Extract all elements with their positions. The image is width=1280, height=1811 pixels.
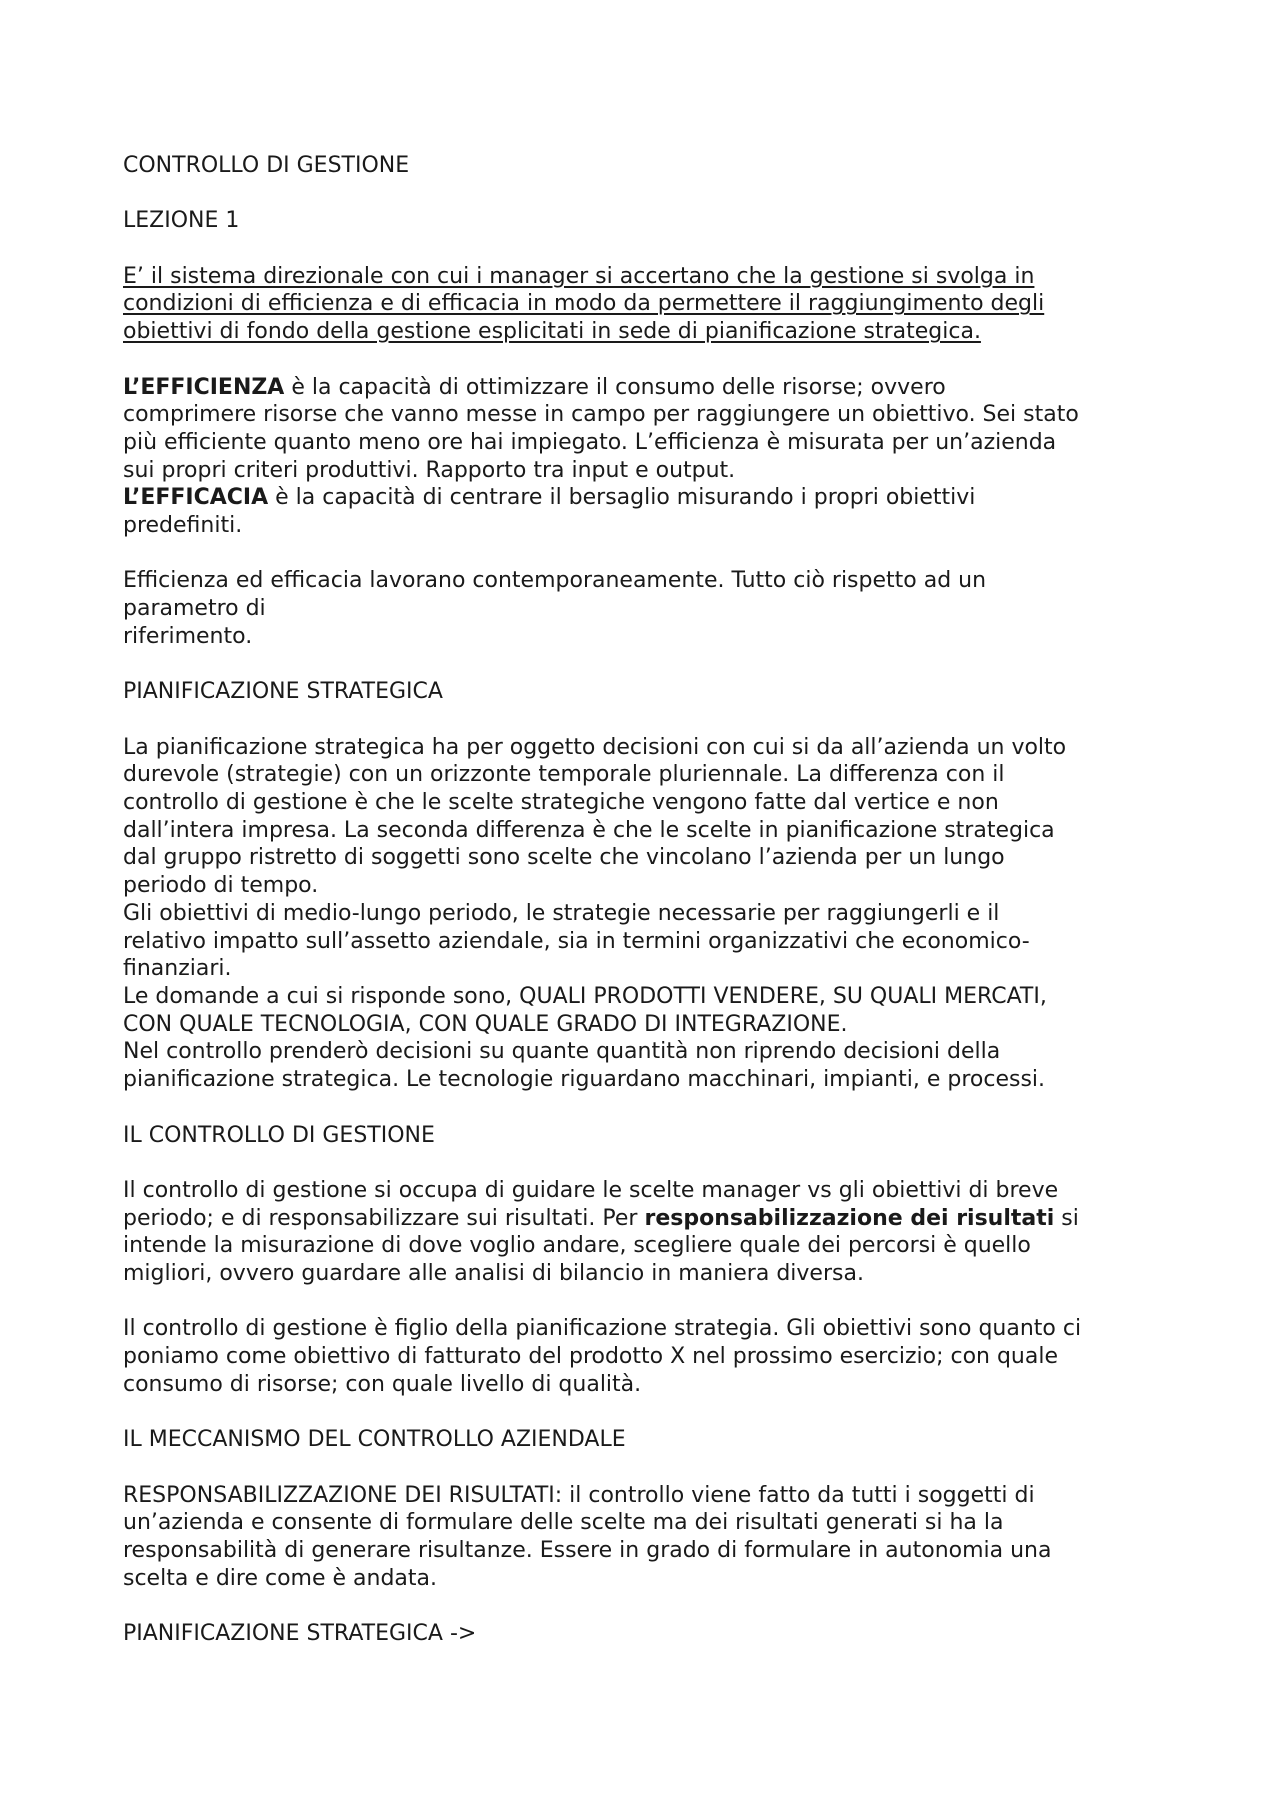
pianificazione-line: Le domande a cui si risponde sono, QUALI PRODOTTI VENDERE, SU QUALI MERCATI, xyxy=(123,984,1047,1009)
section-heading-final: PIANIFICAZIONE STRATEGICA -> xyxy=(123,1621,477,1647)
efficacia-line: predefiniti. xyxy=(123,513,243,539)
efficienza-line: sui propri criteri produttivi. Rapporto tra input e output. xyxy=(123,457,736,483)
responsabilizzazione-line: RESPONSABILIZZAZIONE DEI RISULTATI: il controllo viene fatto da tutti i soggetti di xyxy=(123,1482,1035,1508)
definition-paragraph xyxy=(123,263,1173,346)
figlio-line: consumo di risorse; con quale livello di qualità. xyxy=(123,1371,642,1397)
pianificazione-line: Nel controllo prenderò decisioni su quante quantità non riprendo decisioni della xyxy=(123,1039,1001,1065)
combined-line: Efficienza ed efficacia lavorano contemporaneamente. Tutto ciò rispetto ad un xyxy=(123,568,987,594)
definition-line: E’ il sistema direzionale con cui i manager si accertano che la gestione si svolga in xyxy=(123,263,1035,289)
pianificazione-line: relativo impatto sull’assetto aziendale, sia in termini organizzativi che economico- xyxy=(123,928,1030,954)
pianificazione-line: dall’intera impresa. La seconda differenza è che le scelte in pianificazione strategica xyxy=(123,817,1055,843)
pianificazione-line: controllo di gestione è che le scelte strategiche vengono fatte dal vertice e non xyxy=(123,790,999,816)
pianificazione-line: Gli obiettivi di medio-lungo periodo, le strategie necessarie per raggiungerli e il xyxy=(123,900,1000,926)
controllo-bold-term: responsabilizzazione dei risultati xyxy=(644,1205,1055,1231)
efficienza-line: più efficiente quanto meno ore hai impiegato. L’efficienza è misurata per un’azienda xyxy=(123,429,1057,455)
controllo-line: migliori, ovvero guardare alle analisi di bilancio in maniera diversa. xyxy=(123,1261,864,1286)
lesson-heading: LEZIONE 1 xyxy=(123,208,240,234)
efficacia-line xyxy=(123,484,1173,512)
combined-line: riferimento. xyxy=(123,623,253,649)
pianificazione-paragraph xyxy=(123,734,1173,1094)
responsabilizzazione-line: scelta e dire come è andata. xyxy=(123,1565,438,1591)
figlio-line: poniamo come obiettivo di fatturato del prodotto X nel prossimo esercizio; con quale xyxy=(123,1344,1058,1370)
efficacia-term: L’EFFICACIA xyxy=(123,485,269,511)
efficacia-text: è la capacità di centrare il bersaglio misurando i propri obiettivi xyxy=(268,485,976,511)
controllo-text: periodo; e di responsabilizzare sui risultati. Per xyxy=(123,1205,645,1231)
section-heading-meccanismo: IL MECCANISMO DEL CONTROLLO AZIENDALE xyxy=(123,1427,626,1453)
figlio-line: Il controllo di gestione è figlio della pianificazione strategia. Gli obiettivi sono quanto ci xyxy=(123,1316,1082,1342)
section-heading-pianificazione: PIANIFICAZIONE STRATEGICA xyxy=(123,679,443,705)
controllo-line xyxy=(123,1205,1173,1233)
controllo-line: intende la misurazione di dove voglio andare, scegliere quale dei percorsi è quello xyxy=(123,1233,1031,1259)
pianificazione-line: finanziari. xyxy=(123,956,232,982)
controllo-text: si xyxy=(1054,1205,1079,1231)
combined-line: parametro di xyxy=(123,596,266,622)
document-title: CONTROLLO DI GESTIONE xyxy=(123,153,410,178)
pianificazione-line: durevole (strategie) con un orizzonte temporale pluriennale. La differenza con il xyxy=(123,762,1005,788)
efficacia-paragraph xyxy=(123,484,1173,539)
pianificazione-line: La pianificazione strategica ha per oggetto decisioni con cui si da all’azienda un volto xyxy=(123,734,1067,760)
combined-paragraph xyxy=(123,567,1173,650)
efficienza-text: è la capacità di ottimizzare il consumo delle risorse; ovvero xyxy=(284,374,946,400)
controllo-paragraph xyxy=(123,1177,1173,1288)
definition-line: obiettivi di fondo della gestione esplicitati in sede di pianificazione strategica. xyxy=(123,319,981,345)
pianificazione-line: periodo di tempo. xyxy=(123,873,319,899)
responsabilizzazione-line: un’azienda e consente di formulare delle scelte ma dei risultati generati si ha la xyxy=(123,1510,1004,1536)
efficienza-term: L’EFFICIENZA xyxy=(123,374,285,400)
efficienza-line xyxy=(123,374,1173,402)
efficienza-line: comprimere risorse che vanno messe in campo per raggiungere un obiettivo. Sei stato xyxy=(123,402,1079,428)
controllo-line: Il controllo di gestione si occupa di guidare le scelte manager vs gli obiettivi di breve xyxy=(123,1177,1059,1203)
pianificazione-line: pianificazione strategica. Le tecnologie riguardano macchinari, impianti, e processi. xyxy=(123,1067,1046,1093)
section-heading-controllo: IL CONTROLLO DI GESTIONE xyxy=(123,1122,435,1148)
document-body xyxy=(123,152,1173,1648)
efficienza-paragraph xyxy=(123,374,1173,485)
definition-line: condizioni di efficienza e di efficacia in modo da permettere il raggiungimento degli xyxy=(123,291,1045,317)
responsabilizzazione-line: responsabilità di generare risultanze. Essere in grado di formulare in autonomia una xyxy=(123,1537,1052,1563)
pianificazione-line: CON QUALE TECNOLOGIA, CON QUALE GRADO DI INTEGRAZIONE. xyxy=(123,1011,848,1037)
responsabilizzazione-paragraph xyxy=(123,1482,1173,1593)
figlio-paragraph xyxy=(123,1315,1173,1398)
pianificazione-line: dal gruppo ristretto di soggetti sono scelte che vincolano l’azienda per un lungo xyxy=(123,845,1005,871)
